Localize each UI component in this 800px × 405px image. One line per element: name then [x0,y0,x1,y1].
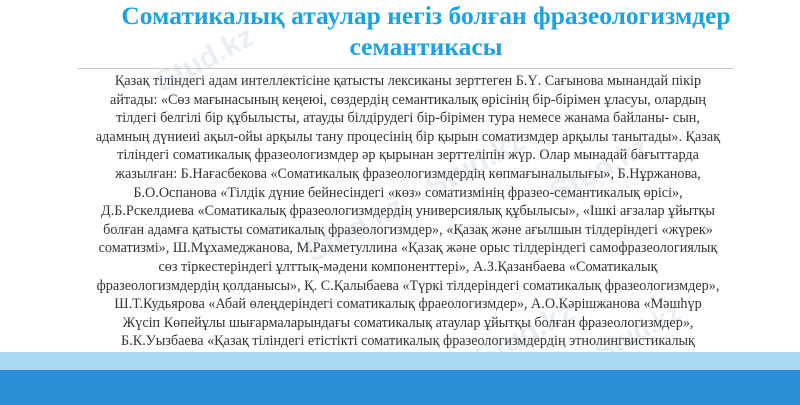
watermark: Stud.kz [545,129,655,210]
body-paragraph [76,72,740,370]
body-line: тілдегі белгілі бір құбылысты, атауды білдірудегі бір-бірімен тура немесе жанама байланы- сын, [116,110,700,127]
body-line: жазылған: Б.Нағасбекова «Соматикалық фразеологизмдердің көпмағыналылығы», Б.Нұржанова, [115,165,701,182]
body-line: Қазақ тіліндегі адам интеллектісіне қатысты лексиканы зерттеген Б.Ү. Сағынова мынандай пікір [114,73,702,89]
body-line: Д.Б.Рскелдиева «Соматикалық фразеологизмдердің универсиялық құбылысы», «Ішкі ағзалар ұйытқы [101,203,715,220]
body-line: фразеологизмдердің қолданысы», Қ. С.Қалыбаева «Түркі тілдеріндегі соматикалық фразеологизмдер», [96,277,720,294]
title-divider [78,68,734,69]
watermark: Stud.kz [420,124,530,205]
watermark: Stud.kz [150,19,260,100]
footer-band-dark [0,370,800,405]
body-line: болған адамға қатысты соматикалық фразеологизмдер», «Қазақ және ағылшын тілдеріндегі «жүрек» [103,221,713,238]
body-line: Б.О.Оспанова «Тілдік дүние бейнесіндегі «көз» соматизмінің фразео-семантикалық өрісі», [133,184,683,201]
footer-band-light [0,352,800,370]
body-line: Б.К.Уызбаева «Қазақ тіліндегі етістікті соматикалық фразеологизмдердің этнолингвистикалық [121,333,695,350]
body-line: тіліндегі соматикалық фразеологизмдер әр қырынан зерттеліпін жүр. Олар мынадай бағыттарда [117,147,699,164]
watermark: Stud.kz [590,296,686,367]
watermark: Stud.kz [300,189,410,270]
slide-title-line-2: семантикасы [349,32,503,61]
body-line: Ш.Т.Кудьярова «Абай өлеңдеріндегі соматикалық фраеологизмдер», А.О.Кәрішжанова «Мәшһүр [114,296,702,313]
body-line: Жүсіп Көпейұлы шығармаларындағы соматикалық атаулар ұйытқы болған фразеологизмдер», [122,314,694,331]
body-line: айтады: «Сөз мағынасының кеңеюі, сөздердің семантикалық өрісінің бір-бірімен ұласуы, олардың [110,91,706,108]
slide-title-line-1: Соматикалық атаулар негіз болған фразеологизмдер [121,1,731,30]
body-line: адамның дүниеиі ақыл-ойы арқылы тану процесінің бір қырын соматизмдер арқылы танытады». Қазақ [95,128,721,145]
body-line: соматизмі», Ш.Мұхамеджанова, М.Рахметуллина «Қазақ және орыс тілдеріндегі самофразеологиялық [98,240,718,257]
watermark: Stud.kz [470,294,580,375]
body-line: сөз тіркестеріндегі ұлттық-мәдени компоненттері», А.З.Қазанбаева «Соматикалық [158,258,658,275]
slide-title [70,0,782,62]
